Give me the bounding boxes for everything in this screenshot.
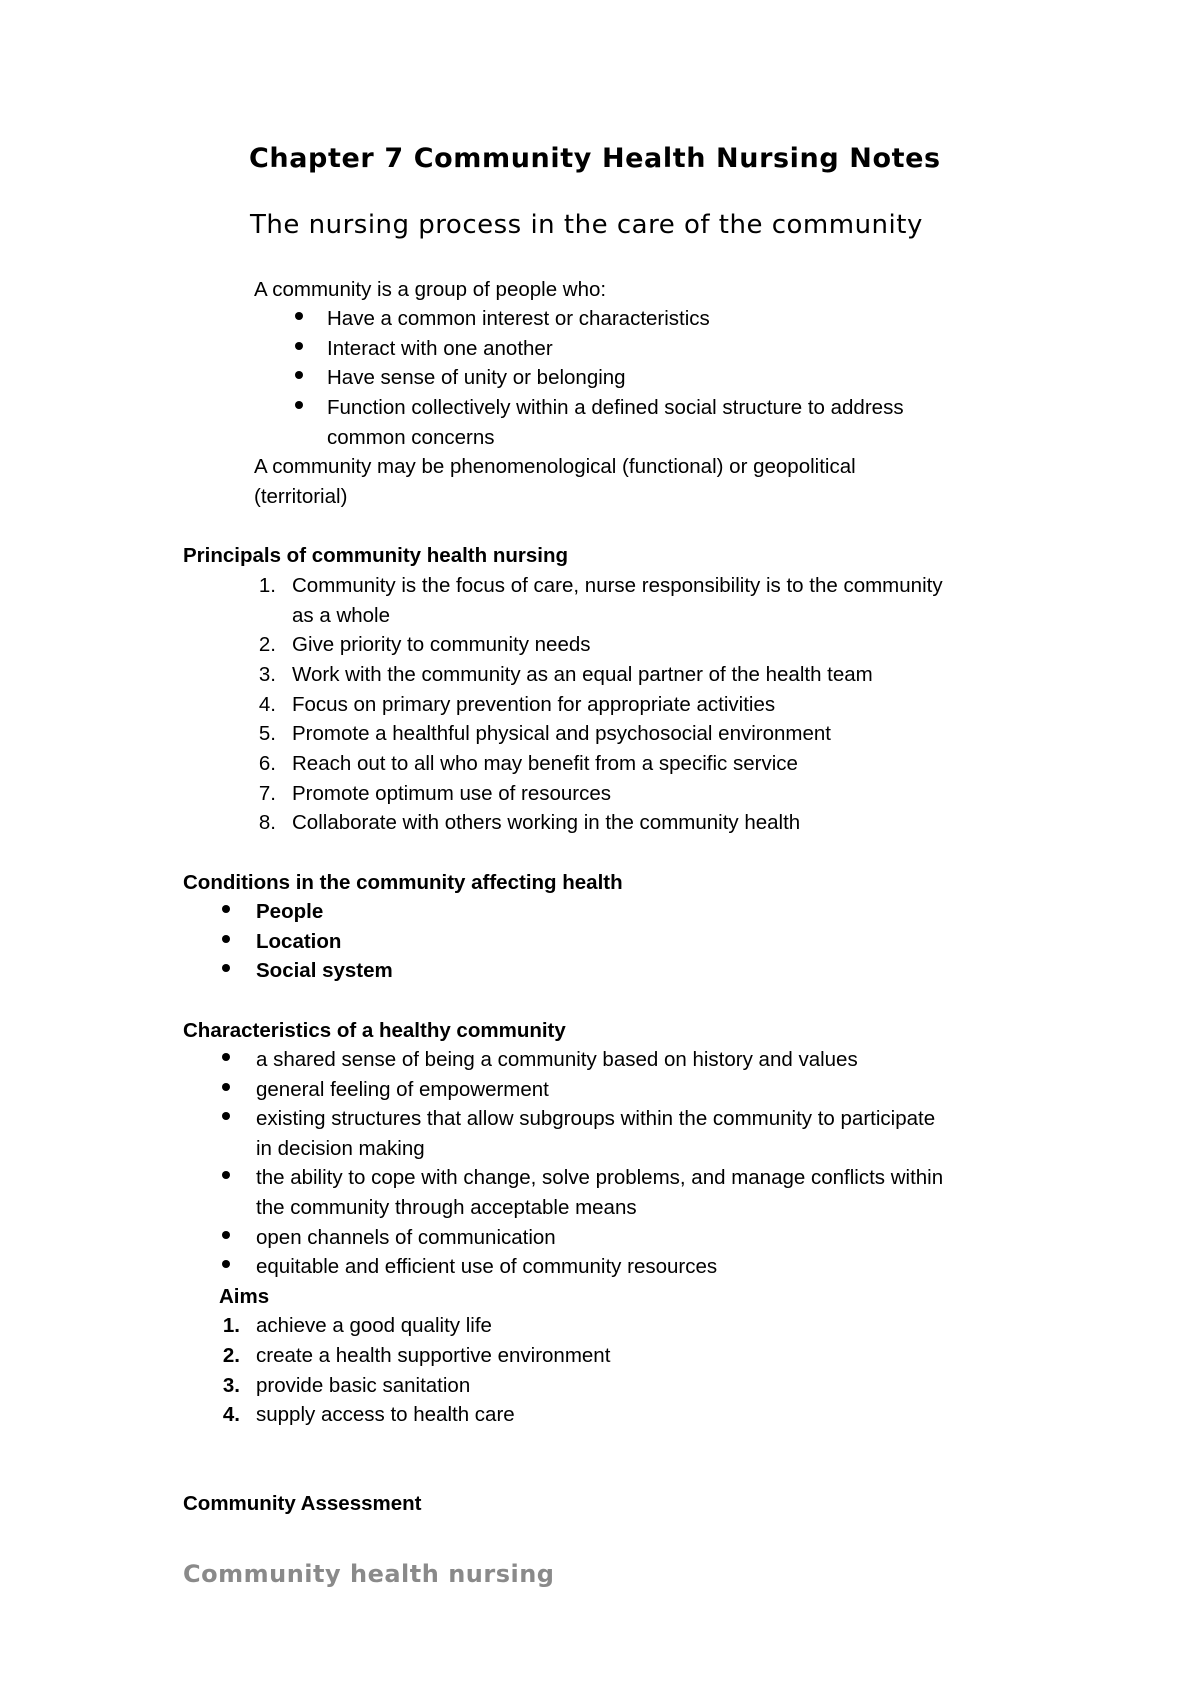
principal-item: Focus on primary prevention for appropriate activities	[292, 693, 776, 716]
condition-item: Social system	[256, 959, 393, 982]
principal-item: Collaborate with others working in the community health	[292, 811, 801, 834]
characteristic-item: the ability to cope with change, solve problems, and manage conflicts within	[256, 1166, 944, 1189]
bullet-icon	[222, 1171, 230, 1179]
list-number: 3.	[222, 1374, 240, 1397]
bullet-icon	[222, 964, 230, 972]
list-number: 2.	[258, 633, 276, 656]
aim-item: provide basic sanitation	[256, 1374, 471, 1397]
principal-item: Community is the focus of care, nurse responsibility is to the community	[292, 574, 943, 597]
aims-heading: Aims	[219, 1285, 270, 1308]
characteristics-heading: Characteristics of a healthy community	[183, 1019, 566, 1042]
document-subtitle: The nursing process in the care of the community	[250, 210, 923, 240]
principals-heading: Principals of community health nursing	[183, 544, 568, 567]
aim-item: create a health supportive environment	[256, 1344, 611, 1367]
principal-item: Give priority to community needs	[292, 633, 591, 656]
bullet-icon	[222, 1260, 230, 1268]
list-number: 7.	[258, 782, 276, 805]
bullet-icon	[222, 1053, 230, 1061]
principal-item: Promote a healthful physical and psychosocial environment	[292, 722, 831, 745]
document-title: Chapter 7 Community Health Nursing Notes	[249, 143, 941, 174]
intro-bullet-item: Function collectively within a defined social structure to address	[327, 396, 904, 419]
assessment-heading: Community Assessment	[183, 1492, 422, 1515]
list-number: 2.	[222, 1344, 240, 1367]
list-number: 4.	[222, 1403, 240, 1426]
list-number: 1.	[258, 574, 276, 597]
list-number: 3.	[258, 663, 276, 686]
principal-item: Reach out to all who may benefit from a specific service	[292, 752, 798, 775]
principal-item: Promote optimum use of resources	[292, 782, 612, 805]
list-number: 4.	[258, 693, 276, 716]
list-number: 1.	[222, 1314, 240, 1337]
bullet-icon	[222, 905, 230, 913]
characteristic-item-continuation: the community through acceptable means	[256, 1196, 637, 1219]
condition-item: Location	[256, 930, 342, 953]
bullet-icon	[295, 312, 303, 320]
bullet-icon	[295, 401, 303, 409]
principal-item-continuation: as a whole	[292, 604, 391, 627]
intro-bullet-item: Have sense of unity or belonging	[327, 366, 626, 389]
intro-lead: A community is a group of people who:	[254, 278, 607, 301]
aim-item: achieve a good quality life	[256, 1314, 492, 1337]
bullet-icon	[222, 1231, 230, 1239]
characteristic-item: a shared sense of being a community based on history and values	[256, 1048, 858, 1071]
list-number: 8.	[258, 811, 276, 834]
bullet-icon	[295, 371, 303, 379]
condition-item: People	[256, 900, 324, 923]
list-number: 6.	[258, 752, 276, 775]
bullet-icon	[222, 1112, 230, 1120]
intro-closing-continuation: (territorial)	[254, 485, 348, 508]
characteristic-item: open channels of communication	[256, 1226, 556, 1249]
characteristic-item: equitable and efficient use of community resources	[256, 1255, 718, 1278]
intro-bullet-item: Have a common interest or characteristics	[327, 307, 710, 330]
characteristic-item-continuation: in decision making	[256, 1137, 425, 1160]
bullet-icon	[295, 342, 303, 350]
bullet-icon	[222, 935, 230, 943]
intro-bullet-item: Interact with one another	[327, 337, 553, 360]
footer-heading: Community health nursing	[183, 1560, 555, 1588]
principal-item: Work with the community as an equal partner of the health team	[292, 663, 873, 686]
bullet-icon	[222, 1083, 230, 1091]
intro-bullet-continuation: common concerns	[327, 426, 495, 449]
intro-closing: A community may be phenomenological (functional) or geopolitical	[254, 455, 856, 478]
conditions-heading: Conditions in the community affecting health	[183, 871, 623, 894]
aim-item: supply access to health care	[256, 1403, 515, 1426]
list-number: 5.	[258, 722, 276, 745]
characteristic-item: general feeling of empowerment	[256, 1078, 549, 1101]
characteristic-item: existing structures that allow subgroups within the community to participate	[256, 1107, 936, 1130]
